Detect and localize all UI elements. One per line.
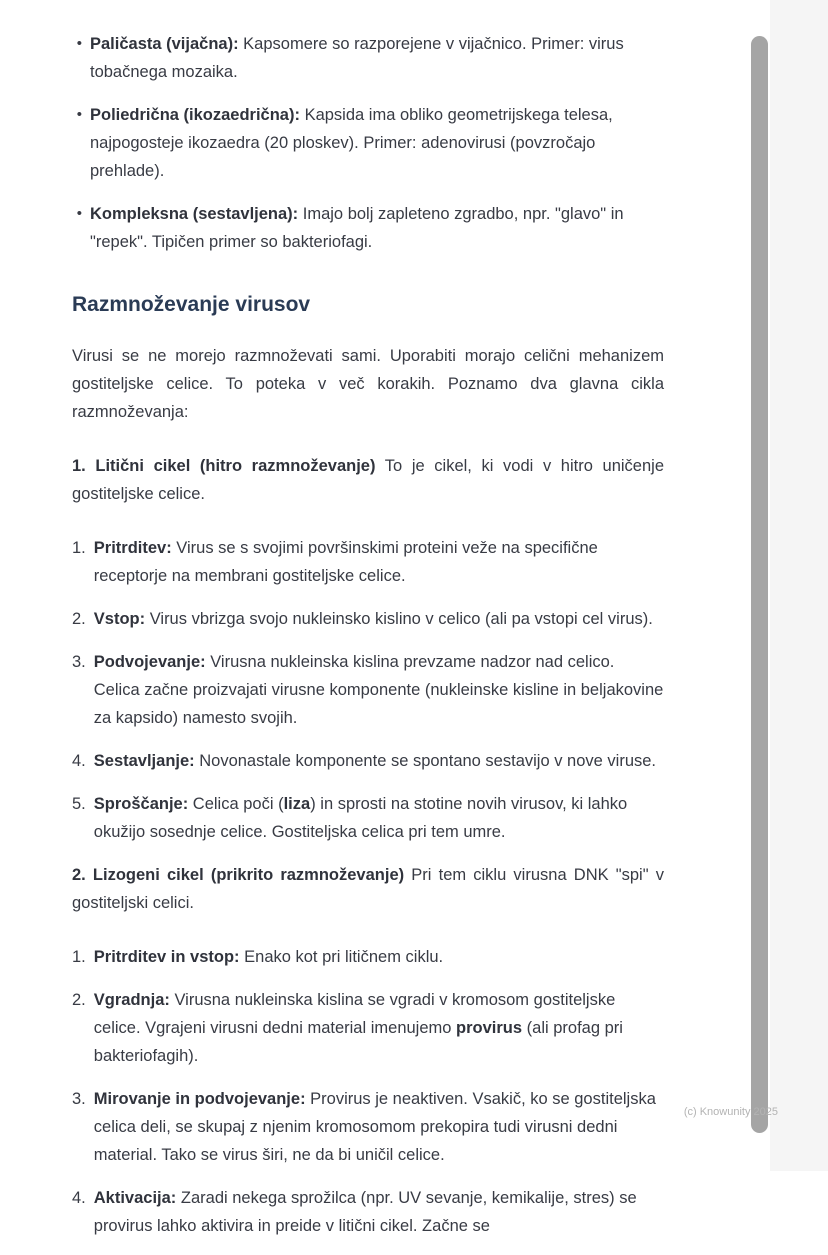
list-item-text — [94, 1085, 664, 1169]
intro-paragraph: Virusi se ne morejo razmnoževati sami. Uporabiti morajo celični mehanizem gostiteljske celice. To poteka v več korakih. Poznamo dva glavna cikla razmnoževanja: — [72, 347, 664, 421]
page-right-gutter — [770, 0, 828, 1171]
bold-text: Sestavljanje: — [93, 752, 195, 770]
bullet-marker: • — [76, 205, 82, 222]
bold-text: Pritrditev in vstop: — [93, 948, 240, 966]
list-item-text — [94, 534, 664, 590]
regular-text: Pri tem ciklu virusna DNK "spi" v gostiteljski celici. — [72, 866, 664, 912]
list-item — [72, 101, 664, 185]
bold-text: Pritrditev: — [93, 539, 172, 557]
lytic-cycle-intro — [72, 452, 664, 508]
list-item — [72, 1085, 664, 1169]
capsid-shape-list — [72, 30, 664, 256]
number-marker: 1. — [72, 948, 86, 966]
regular-text: Novonastale komponente se spontano sestavijo v nove viruse. — [194, 752, 657, 770]
regular-text: Imajo bolj zapleteno zgradbo, npr. "glavo" in "repek". Tipičen primer so bakteriofagi. — [90, 205, 624, 251]
number-marker: 5. — [72, 795, 86, 813]
list-item-text — [94, 986, 664, 1070]
list-item — [72, 30, 664, 86]
list-item — [72, 747, 664, 775]
regular-text: (ali profag pri bakteriofagih). — [93, 1019, 623, 1065]
section-heading: Razmnoževanje virusov — [72, 293, 311, 316]
list-item — [72, 986, 664, 1070]
bold-text: Mirovanje in podvojevanje: — [93, 1090, 306, 1108]
list-item — [72, 648, 664, 732]
list-item — [72, 534, 664, 590]
bullet-marker: • — [76, 35, 82, 52]
bold-text: 2. Lizogeni cikel (prikrito razmnoževanje) — [72, 866, 405, 884]
regular-text: Zaradi nekega sprožilca (npr. UV sevanje, kemikalije, stres) se provirus lahko aktivira in preide v litični cikel. Začne se — [93, 1189, 637, 1235]
number-marker: 4. — [72, 1189, 86, 1207]
list-item-text — [94, 648, 664, 732]
regular-text: To je cikel, ki vodi v hitro uničenje gostiteljske celice. — [72, 457, 664, 503]
number-marker: 1. — [72, 539, 86, 557]
regular-text: Enako kot pri litičnem ciklu. — [239, 948, 444, 966]
list-item-text — [90, 200, 664, 256]
bold-text: 1. Litični cikel (hitro razmnoževanje) — [72, 457, 376, 475]
bold-text: Sproščanje: — [93, 795, 189, 813]
lysogenic-cycle-steps — [72, 943, 664, 1240]
bold-text: Podvojevanje: — [93, 653, 206, 671]
number-marker: 4. — [72, 752, 86, 770]
list-item — [72, 943, 664, 971]
list-item-text — [94, 790, 664, 846]
bold-text: Vstop: — [93, 610, 146, 628]
regular-text: Celica poči ( — [188, 795, 284, 813]
lysogenic-cycle-intro — [72, 861, 664, 917]
number-marker: 3. — [72, 1090, 86, 1108]
bold-text: provirus — [456, 1019, 523, 1037]
bold-text: Kompleksna (sestavljena): — [90, 205, 299, 223]
number-marker: 2. — [72, 610, 86, 628]
scrollbar-thumb[interactable] — [751, 36, 768, 1133]
number-marker: 2. — [72, 991, 86, 1009]
bullet-marker: • — [76, 106, 82, 123]
regular-text: Virus se s svojimi površinskimi proteini veže na specifične receptorje na membrani gostiteljske celice. — [93, 539, 598, 585]
document-content — [72, 30, 664, 1255]
regular-text: Provirus je neaktiven. Vsakič, ko se gostiteljska celica deli, se skupaj z njenim kromosomom prekopira tudi virusni dedni material. Tako se virus širi, ne da bi uničil celice. — [93, 1090, 656, 1164]
bold-text: Aktivacija: — [93, 1189, 177, 1207]
list-item-text — [94, 747, 664, 775]
regular-text: ) in sprosti na stotine novih virusov, ki lahko okužijo sosednje celice. Gostiteljska celica pri tem umre. — [93, 795, 628, 841]
bold-text: Paličasta (vijačna): — [90, 35, 239, 53]
list-item — [72, 790, 664, 846]
list-item-text — [90, 101, 664, 185]
regular-text: Virus vbrizga svojo nukleinsko kislino v celico (ali pa vstopi cel virus). — [145, 610, 653, 628]
list-item-text — [94, 1184, 664, 1240]
list-item-text — [94, 943, 664, 971]
regular-text: Kapsomere so razporejene v vijačnico. Primer: virus tobačnega mozaika. — [90, 35, 624, 81]
list-item-text — [90, 30, 664, 86]
bold-text: Vgradnja: — [93, 991, 170, 1009]
bold-text: Poliedrična (ikozaedrična): — [90, 106, 300, 124]
bold-text: liza — [283, 795, 311, 813]
regular-text: Kapsida ima obliko geometrijskega telesa, najpogosteje ikozaedra (20 ploskev). Primer: adenovirusi (povzročajo prehlade). — [90, 106, 613, 180]
watermark: (c) Knowunity 2025 — [683, 1106, 778, 1118]
number-marker: 3. — [72, 653, 86, 671]
list-item — [72, 200, 664, 256]
regular-text: Virusna nukleinska kislina se vgradi v kromosom gostiteljske celice. Vgrajeni virusni dedni material imenujemo — [93, 991, 616, 1037]
list-item-text — [94, 605, 664, 633]
list-item — [72, 605, 664, 633]
lytic-cycle-steps — [72, 534, 664, 846]
list-item — [72, 1184, 664, 1240]
regular-text: Virusna nukleinska kislina prevzame nadzor nad celico. Celica začne proizvajati virusne komponente (nukleinske kisline in beljakovine za kapsido) namesto svojih. — [93, 653, 664, 727]
